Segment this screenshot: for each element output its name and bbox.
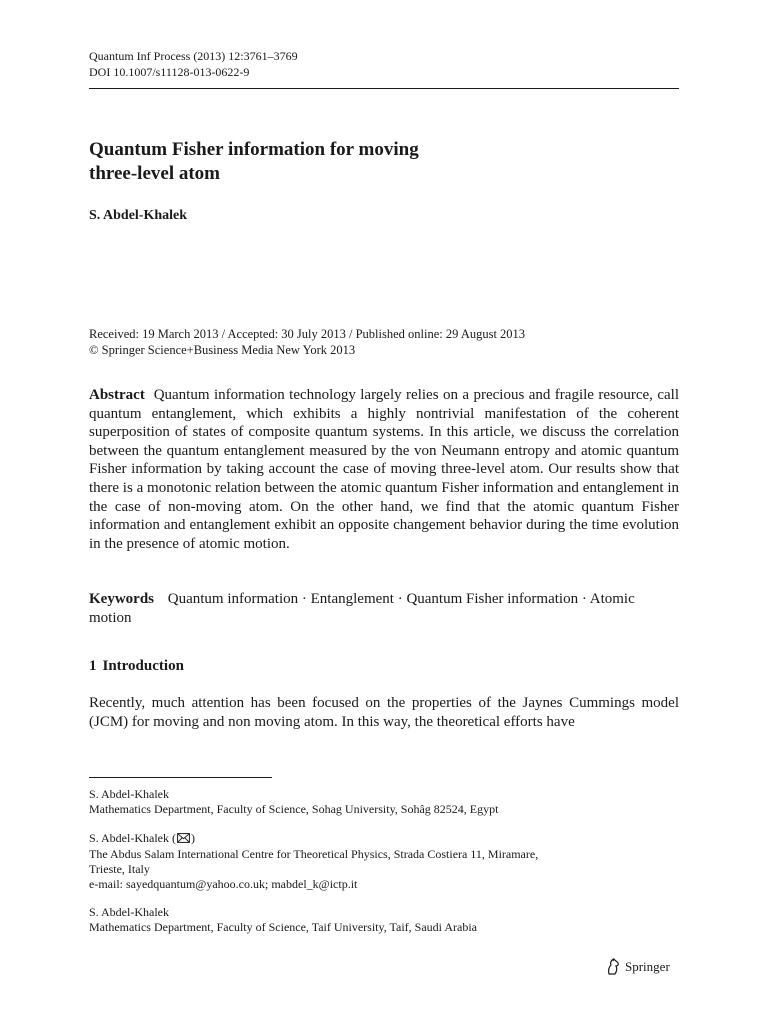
affiliation-author-corresponding: S. Abdel-Khalek ( ) bbox=[89, 831, 195, 845]
affiliation-author: S. Abdel-Khalek bbox=[89, 787, 169, 801]
article-title bbox=[89, 138, 609, 186]
footnote-rule bbox=[89, 777, 272, 778]
section-heading-introduction bbox=[89, 658, 184, 675]
envelope-icon bbox=[177, 832, 190, 847]
publisher-name: Springer bbox=[625, 959, 670, 974]
abstract bbox=[89, 386, 679, 553]
affiliation-line: Mathematics Department, Faculty of Science, Taif University, Taif, Saudi Arabia bbox=[89, 920, 477, 934]
copyright-line: © Springer Science+Business Media New York 2013 bbox=[89, 343, 356, 357]
received-accepted-line: Received: 19 March 2013 / Accepted: 30 July 2013 / Published online: 29 August 2013 bbox=[89, 327, 526, 341]
section-number: 1 bbox=[89, 658, 97, 674]
email-line: e-mail: sayedquantum@yahoo.co.uk; mabdel_k@ictp.it bbox=[89, 877, 358, 891]
springer-horse-icon bbox=[605, 958, 621, 976]
keywords-label: Keywords bbox=[89, 591, 154, 607]
abstract-label: Abstract bbox=[89, 387, 145, 403]
affiliation-author: S. Abdel-Khalek bbox=[89, 905, 169, 919]
keywords-text: Quantum information · Entanglement · Quantum Fisher information · Atomic motion bbox=[89, 591, 635, 626]
affiliation-line: Trieste, Italy bbox=[89, 862, 150, 876]
keywords bbox=[89, 590, 679, 627]
abstract-text: Quantum information technology largely relies on a precious and fragile resource, call quantum entanglement, which exhibits a highly nontrivial manifestation of the coherent superposition of states of composite quantum systems. In this article, we discuss the correlation between the quantum entanglement measured by the von Neumann entropy and atomic quantum Fisher information by taking account the case of moving three-level atom. Our results show that there is a monotonic relation between the atomic quantum Fisher information and entanglement in the case of non-moving atom. On the other hand, we find that the atomic quantum Fisher information and entanglement exhibit an opposite changement behavior during the time evolution in the presence of atomic motion. bbox=[89, 387, 680, 552]
journal-citation: Quantum Inf Process (2013) 12:3761–3769 bbox=[89, 49, 298, 63]
title-line-1: Quantum Fisher information for moving bbox=[89, 139, 419, 160]
title-line-2: three-level atom bbox=[89, 163, 221, 184]
affiliation-line: Mathematics Department, Faculty of Science, Sohag University, Sohâg 82524, Egypt bbox=[89, 802, 499, 816]
affiliation-3 bbox=[89, 905, 679, 935]
doi: DOI 10.1007/s11128-013-0622-9 bbox=[89, 65, 250, 79]
journal-header bbox=[89, 48, 298, 80]
header-rule bbox=[89, 88, 679, 89]
publication-dates bbox=[89, 326, 679, 358]
introduction-paragraph: Recently, much attention has been focused on the properties of the Jaynes Cummings model (JCM) for moving and non moving atom. In this way, the theoretical efforts have bbox=[89, 695, 679, 730]
affiliation-2 bbox=[89, 831, 679, 892]
affiliation-line: The Abdus Salam International Centre for Theoretical Physics, Strada Costiera 11, Miramare, bbox=[89, 847, 539, 861]
author-name: S. Abdel-Khalek bbox=[89, 208, 188, 223]
publisher-logo bbox=[605, 958, 670, 976]
affiliation-1 bbox=[89, 787, 679, 817]
section-title: Introduction bbox=[102, 658, 184, 674]
